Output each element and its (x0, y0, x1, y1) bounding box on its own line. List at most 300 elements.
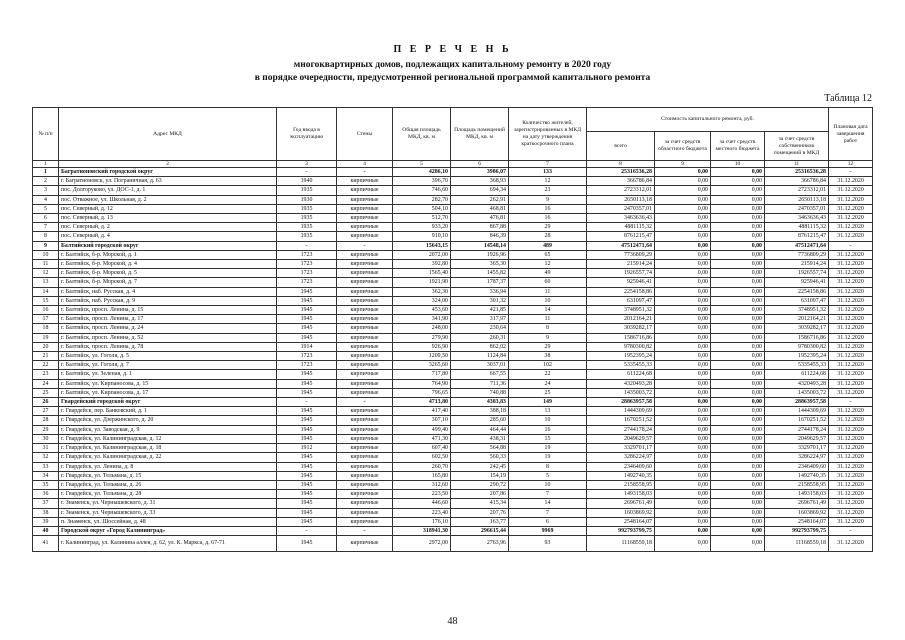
cell-cost-local: 0,00 (711, 453, 765, 462)
cell-year: 1945 (277, 306, 337, 315)
table-row (33, 352, 873, 361)
cell-address: г. Гвардейск, ул. Тельмана, д. 28 (59, 490, 277, 499)
cell-address: г. Гвардейск, ул. Калининградская, д. 12 (59, 434, 277, 443)
column-index-row (33, 161, 873, 168)
header-cost-local: за счет средств местного бюджета (711, 132, 765, 161)
cell-cost-total: 1444309,69 (587, 407, 655, 416)
cell-num: 16 (33, 306, 59, 315)
column-index: 10 (711, 161, 765, 168)
cell-walls: кирпичные (337, 306, 393, 315)
cell-cost-owners: 47512471,64 (765, 241, 829, 250)
cell-cost-regional: 0,00 (655, 388, 711, 397)
table-row (33, 490, 873, 499)
cell-premises-area: 207,76 (451, 508, 509, 517)
cell-num: 24 (33, 379, 59, 388)
cell-year: 1940 (277, 177, 337, 186)
cell-num: 26 (33, 398, 59, 407)
cell-cost-owners: 925946,41 (765, 278, 829, 287)
cell-cost-owners: 28863957,58 (765, 398, 829, 407)
cell-walls: кирпичные (337, 416, 393, 425)
cell-total-area: 504,10 (393, 204, 451, 213)
cell-residents: 19 (509, 453, 587, 462)
cell-num: 13 (33, 278, 59, 287)
cell-cost-owners: 2470357,01 (765, 204, 829, 213)
table-row (33, 278, 873, 287)
cell-cost-local: 0,00 (711, 388, 765, 397)
cell-walls: кирпичные (337, 508, 393, 517)
table-label: Таблица 12 (824, 93, 872, 104)
cell-residents: 9 (509, 333, 587, 342)
cell-cost-total: 2744178,24 (587, 425, 655, 434)
header-residents: Количество жителей, зарегистрированных в МКД на дату утверждения краткосрочного плана (509, 108, 587, 161)
header-premises-area: Площадь помещений МКД, кв. м (451, 108, 509, 161)
cell-residents: 65 (509, 250, 587, 259)
cell-num: 28 (33, 416, 59, 425)
column-index: 8 (587, 161, 655, 168)
cell-premises-area: 464,44 (451, 425, 509, 434)
cell-walls: кирпичные (337, 453, 393, 462)
cell-cost-regional: 0,00 (655, 407, 711, 416)
table-row (33, 306, 873, 315)
cell-year: 1935 (277, 186, 337, 195)
cell-walls: кирпичные (337, 269, 393, 278)
cell-planned-date: 31.12.2020 (829, 195, 873, 204)
table-row (33, 232, 873, 241)
cell-cost-regional: 0,00 (655, 333, 711, 342)
cell-walls: кирпичные (337, 214, 393, 223)
header-address: Адрес МКД (59, 108, 277, 161)
cell-address: г. Балтийск, б-р. Морской, д. 4 (59, 260, 277, 269)
cell-premises-area: 421,85 (451, 306, 509, 315)
cell-cost-owners: 2158558,95 (765, 480, 829, 489)
cell-num: 23 (33, 370, 59, 379)
cell-cost-regional: 0,00 (655, 416, 711, 425)
cell-num: 41 (33, 536, 59, 552)
cell-walls: кирпичные (337, 352, 393, 361)
cell-walls: кирпичные (337, 361, 393, 370)
cell-cost-regional: 0,00 (655, 471, 711, 480)
cell-total-area: 4286,10 (393, 168, 451, 177)
table-row-total (33, 398, 873, 407)
cell-cost-regional: 0,00 (655, 232, 711, 241)
cell-walls: кирпичные (337, 379, 393, 388)
cell-total-area: 260,70 (393, 462, 451, 471)
cell-walls: кирпичные (337, 278, 393, 287)
cell-planned-date: 31.12.2020 (829, 444, 873, 453)
cell-cost-regional: 0,00 (655, 324, 711, 333)
cell-cost-local: 0,00 (711, 195, 765, 204)
cell-num: 9 (33, 241, 59, 250)
cell-planned-date: - (829, 398, 873, 407)
cell-walls: кирпичные (337, 517, 393, 526)
cell-premises-area: 694,34 (451, 186, 509, 195)
cell-cost-local: 0,00 (711, 444, 765, 453)
cell-cost-total: 1670251,52 (587, 416, 655, 425)
cell-year: 1945 (277, 462, 337, 471)
cell-cost-local: 0,00 (711, 168, 765, 177)
cell-planned-date: - (829, 526, 873, 535)
cell-address: п. Знаменск, ул. Шоссейная, д. 48 (59, 517, 277, 526)
cell-cost-regional: 0,00 (655, 342, 711, 351)
cell-total-area: 910,10 (393, 232, 451, 241)
cell-num: 20 (33, 342, 59, 351)
cell-walls: кирпичные (337, 333, 393, 342)
cell-planned-date: 31.12.2020 (829, 204, 873, 213)
cell-cost-local: 0,00 (711, 204, 765, 213)
cell-year: 1723 (277, 250, 337, 259)
cell-cost-regional: 0,00 (655, 370, 711, 379)
cell-cost-owners: 9780300,82 (765, 342, 829, 351)
cell-premises-area: 207,86 (451, 490, 509, 499)
cell-total-area: 165,80 (393, 471, 451, 480)
cell-cost-local: 0,00 (711, 361, 765, 370)
cell-total-area: 453,60 (393, 306, 451, 315)
cell-walls: кирпичные (337, 186, 393, 195)
cell-num: 3 (33, 186, 59, 195)
cell-cost-owners: 3329701,17 (765, 444, 829, 453)
cell-walls: кирпичные (337, 250, 393, 259)
cell-cost-owners: 2650113,18 (765, 195, 829, 204)
cell-residents: 149 (509, 398, 587, 407)
cell-address: г. Знаменск, ул. Чернышевского, д. 31 (59, 499, 277, 508)
cell-address: Багратионовский городской округ (59, 168, 277, 177)
cell-cost-total: 3463636,43 (587, 214, 655, 223)
cell-cost-local: 0,00 (711, 287, 765, 296)
cell-year: 1935 (277, 204, 337, 213)
cell-cost-regional: 0,00 (655, 269, 711, 278)
cell-cost-total: 7736809,29 (587, 250, 655, 259)
cell-cost-regional: 0,00 (655, 204, 711, 213)
cell-cost-total: 611224,68 (587, 370, 655, 379)
cell-planned-date: 31.12.2020 (829, 453, 873, 462)
cell-cost-local: 0,00 (711, 517, 765, 526)
table-row (33, 388, 873, 397)
cell-cost-regional: 0,00 (655, 287, 711, 296)
cell-total-area: 318941,30 (393, 526, 451, 535)
cell-residents: 16 (509, 425, 587, 434)
cell-planned-date: 31.12.2020 (829, 250, 873, 259)
header-cost-total: всего (587, 132, 655, 161)
cell-cost-owners: 215914,24 (765, 260, 829, 269)
table-row (33, 444, 873, 453)
table-row (33, 250, 873, 259)
cell-residents: 60 (509, 278, 587, 287)
cell-planned-date: 31.12.2020 (829, 315, 873, 324)
cell-num: 34 (33, 471, 59, 480)
cell-address: г. Балтийск, ул. Гоголя, д. 7 (59, 361, 277, 370)
cell-residents: 24 (509, 379, 587, 388)
cell-num: 35 (33, 480, 59, 489)
cell-planned-date: 31.12.2020 (829, 416, 873, 425)
cell-premises-area: 296615,44 (451, 526, 509, 535)
cell-cost-local: 0,00 (711, 296, 765, 305)
table-row (33, 361, 873, 370)
cell-num: 25 (33, 388, 59, 397)
cell-cost-regional: 0,00 (655, 186, 711, 195)
cell-residents: 14 (509, 499, 587, 508)
cell-cost-total: 215914,24 (587, 260, 655, 269)
cell-cost-owners: 1603869,92 (765, 508, 829, 517)
cell-cost-total: 9780300,82 (587, 342, 655, 351)
cell-cost-regional: 0,00 (655, 398, 711, 407)
cell-address: пос. Отважное, ул. Школьная, д. 2 (59, 195, 277, 204)
cell-cost-total: 1926557,74 (587, 269, 655, 278)
cell-year: 1945 (277, 499, 337, 508)
cell-year: 1930 (277, 195, 337, 204)
cell-walls: - (337, 241, 393, 250)
cell-num: 12 (33, 269, 59, 278)
table-row (33, 425, 873, 434)
cell-premises-area: 14548,14 (451, 241, 509, 250)
cell-cost-local: 0,00 (711, 177, 765, 186)
cell-residents: 15 (509, 434, 587, 443)
cell-cost-regional: 0,00 (655, 425, 711, 434)
cell-cost-total: 8761215,47 (587, 232, 655, 241)
cell-cost-owners: 3039282,17 (765, 324, 829, 333)
cell-address: г. Балтийск, б-р. Морской, д. 7 (59, 278, 277, 287)
cell-cost-regional: 0,00 (655, 536, 711, 552)
cell-year: 1935 (277, 223, 337, 232)
cell-cost-local: 0,00 (711, 370, 765, 379)
cell-cost-local: 0,00 (711, 499, 765, 508)
cell-residents: 10 (509, 480, 587, 489)
cell-walls: кирпичные (337, 177, 393, 186)
cell-planned-date: 31.12.2020 (829, 434, 873, 443)
cell-premises-area: 468,81 (451, 204, 509, 213)
cell-cost-owners: 3463636,43 (765, 214, 829, 223)
cell-premises-area: 285,60 (451, 416, 509, 425)
cell-cost-owners: 2254158,86 (765, 287, 829, 296)
cell-address: пос. Северный, д. 12 (59, 204, 277, 213)
cell-year: 1723 (277, 361, 337, 370)
cell-address: г. Гвардейск, ул. Калининградская, д. 22 (59, 453, 277, 462)
cell-walls: кирпичные (337, 223, 393, 232)
cell-year: 1945 (277, 453, 337, 462)
cell-residents: 489 (509, 241, 587, 250)
table-row (33, 499, 873, 508)
cell-cost-regional: 0,00 (655, 352, 711, 361)
cell-cost-regional: 0,00 (655, 453, 711, 462)
header-cost-regional: за счет средств областного бюджета (655, 132, 711, 161)
cell-cost-total: 2696761,49 (587, 499, 655, 508)
cell-cost-total: 3039282,17 (587, 324, 655, 333)
cell-walls: кирпичные (337, 499, 393, 508)
table-row (33, 260, 873, 269)
cell-residents: 8 (509, 462, 587, 471)
cell-planned-date: 31.12.2020 (829, 379, 873, 388)
cell-num: 30 (33, 434, 59, 443)
cell-num: 1 (33, 168, 59, 177)
cell-year: 1723 (277, 278, 337, 287)
cell-planned-date: 31.12.2020 (829, 177, 873, 186)
cell-premises-area: 862,02 (451, 342, 509, 351)
cell-cost-regional: 0,00 (655, 444, 711, 453)
cell-planned-date: 31.12.2020 (829, 361, 873, 370)
cell-cost-local: 0,00 (711, 306, 765, 315)
cell-cost-total: 47512471,64 (587, 241, 655, 250)
cell-year: 1945 (277, 416, 337, 425)
cell-total-area: 362,30 (393, 287, 451, 296)
cell-total-area: 392,80 (393, 260, 451, 269)
cell-planned-date: 31.12.2020 (829, 223, 873, 232)
cell-cost-local: 0,00 (711, 490, 765, 499)
cell-address: Гвардейский городской округ (59, 398, 277, 407)
cell-num: 38 (33, 508, 59, 517)
cell-year: 1945 (277, 508, 337, 517)
cell-cost-local: 0,00 (711, 352, 765, 361)
cell-address: г. Балтийск, просп. Ленина, д. 52 (59, 333, 277, 342)
list-subtitle-line-1: многоквартирных домов, подлежащих капитальному ремонту в 2020 году (293, 60, 612, 70)
cell-residents: 29 (509, 223, 587, 232)
cell-residents: 14 (509, 306, 587, 315)
cell-cost-owners: 2049629,57 (765, 434, 829, 443)
cell-cost-regional: 0,00 (655, 379, 711, 388)
cell-walls: кирпичные (337, 536, 393, 552)
table-row (33, 342, 873, 351)
cell-year: 1935 (277, 232, 337, 241)
cell-total-area: 282,70 (393, 195, 451, 204)
header-cost-group: Стоимость капитального ремонта, руб. (587, 108, 829, 132)
cell-cost-total: 1435003,72 (587, 388, 655, 397)
cell-cost-owners: 7736809,29 (765, 250, 829, 259)
cell-cost-owners: 8761215,47 (765, 232, 829, 241)
cell-planned-date: 31.12.2020 (829, 260, 873, 269)
cell-cost-regional: 0,00 (655, 195, 711, 204)
table-row (33, 536, 873, 552)
cell-cost-local: 0,00 (711, 471, 765, 480)
cell-residents: 28 (509, 232, 587, 241)
cell-cost-regional: 0,00 (655, 241, 711, 250)
cell-cost-total: 2158558,95 (587, 480, 655, 489)
cell-planned-date: 31.12.2020 (829, 508, 873, 517)
cell-total-area: 223,50 (393, 490, 451, 499)
cell-year: 1945 (277, 333, 337, 342)
cell-cost-total: 1586716,86 (587, 333, 655, 342)
cell-total-area: 307,10 (393, 416, 451, 425)
cell-total-area: 933,20 (393, 223, 451, 232)
cell-cost-local: 0,00 (711, 324, 765, 333)
cell-cost-local: 0,00 (711, 462, 765, 471)
table-row-total (33, 526, 873, 535)
cell-cost-regional: 0,00 (655, 480, 711, 489)
cell-cost-regional: 0,00 (655, 526, 711, 535)
table-row (33, 453, 873, 462)
table-row (33, 223, 873, 232)
cell-walls: кирпичные (337, 490, 393, 499)
cell-walls: кирпичные (337, 407, 393, 416)
cell-walls: - (337, 168, 393, 177)
cell-planned-date: 31.12.2020 (829, 352, 873, 361)
cell-planned-date: 31.12.2020 (829, 388, 873, 397)
cell-cost-local: 0,00 (711, 250, 765, 259)
cell-premises-area: 154,19 (451, 471, 509, 480)
cell-num: 2 (33, 177, 59, 186)
cell-address: г. Гвардейск, ул. Тельмана, д. 15 (59, 471, 277, 480)
cell-cost-local: 0,00 (711, 416, 765, 425)
cell-planned-date: 31.12.2020 (829, 306, 873, 315)
table-row (33, 324, 873, 333)
cell-cost-owners: 1493158,03 (765, 490, 829, 499)
cell-cost-local: 0,00 (711, 333, 765, 342)
cell-cost-regional: 0,00 (655, 177, 711, 186)
cell-premises-area: 4383,83 (451, 398, 509, 407)
cell-premises-area: 336,94 (451, 287, 509, 296)
cell-address: г. Балтийск, ул. Гоголя, д. 5 (59, 352, 277, 361)
cell-year: 1723 (277, 269, 337, 278)
cell-cost-total: 1493158,03 (587, 490, 655, 499)
column-index: 12 (829, 161, 873, 168)
cell-cost-owners: 1492740,35 (765, 471, 829, 480)
cell-year: 1945 (277, 379, 337, 388)
cell-residents: 19 (509, 444, 587, 453)
cell-cost-owners: 1444309,69 (765, 407, 829, 416)
table-row (33, 462, 873, 471)
cell-address: г. Балтийск, ул. Кирпаносова, д. 17 (59, 388, 277, 397)
table-row (33, 333, 873, 342)
cell-premises-area: 262,91 (451, 195, 509, 204)
cell-total-area: 607,40 (393, 444, 451, 453)
table-row (33, 471, 873, 480)
cell-residents: 133 (509, 168, 587, 177)
cell-cost-owners: 4881115,32 (765, 223, 829, 232)
cell-residents: 93 (509, 536, 587, 552)
cell-year: - (277, 241, 337, 250)
cell-cost-owners: 611224,68 (765, 370, 829, 379)
cell-year: - (277, 398, 337, 407)
column-index: 11 (765, 161, 829, 168)
cell-cost-local: 0,00 (711, 379, 765, 388)
cell-cost-regional: 0,00 (655, 306, 711, 315)
header-walls: Стены (337, 108, 393, 161)
cell-cost-regional: 0,00 (655, 508, 711, 517)
cell-year: 1723 (277, 352, 337, 361)
cell-walls: - (337, 398, 393, 407)
cell-residents: 9 (509, 195, 587, 204)
cell-cost-owners: 5335455,33 (765, 361, 829, 370)
cell-premises-area: 846,39 (451, 232, 509, 241)
cell-address: г. Балтийск, ул. Зеленая, д. 1 (59, 370, 277, 379)
table-row (33, 186, 873, 195)
cell-planned-date: 31.12.2020 (829, 407, 873, 416)
cell-premises-area: 301,32 (451, 296, 509, 305)
cell-year: 1945 (277, 517, 337, 526)
cell-residents: 7 (509, 508, 587, 517)
cell-cost-total: 3329701,17 (587, 444, 655, 453)
cell-year: - (277, 526, 337, 535)
cell-num: 31 (33, 444, 59, 453)
cell-total-area: 1565,40 (393, 269, 451, 278)
cell-cost-owners: 2346409,60 (765, 462, 829, 471)
header-planned-date: Плановая дата завершения работ (829, 108, 873, 161)
cell-num: 36 (33, 490, 59, 499)
table-row (33, 379, 873, 388)
cell-walls: кирпичные (337, 480, 393, 489)
cell-address: г. Балтийск, ул. Кирпаносова, д. 15 (59, 379, 277, 388)
cell-cost-owners: 366786,84 (765, 177, 829, 186)
cell-address: г. Гвардейск, ул. Ленина, д. 8 (59, 462, 277, 471)
cell-address: Городской округ «Город Калининград» (59, 526, 277, 535)
cell-cost-total: 2254158,86 (587, 287, 655, 296)
cell-address: г. Балтийск, просп. Ленина, д. 78 (59, 342, 277, 351)
cell-premises-area: 230,64 (451, 324, 509, 333)
cell-premises-area: 711,36 (451, 379, 509, 388)
cell-walls: кирпичные (337, 287, 393, 296)
cell-planned-date: 31.12.2020 (829, 232, 873, 241)
cell-cost-owners: 11168559,18 (765, 536, 829, 552)
cell-premises-area: 1455,82 (451, 269, 509, 278)
cell-cost-total: 366786,84 (587, 177, 655, 186)
cell-cost-total: 11168559,18 (587, 536, 655, 552)
